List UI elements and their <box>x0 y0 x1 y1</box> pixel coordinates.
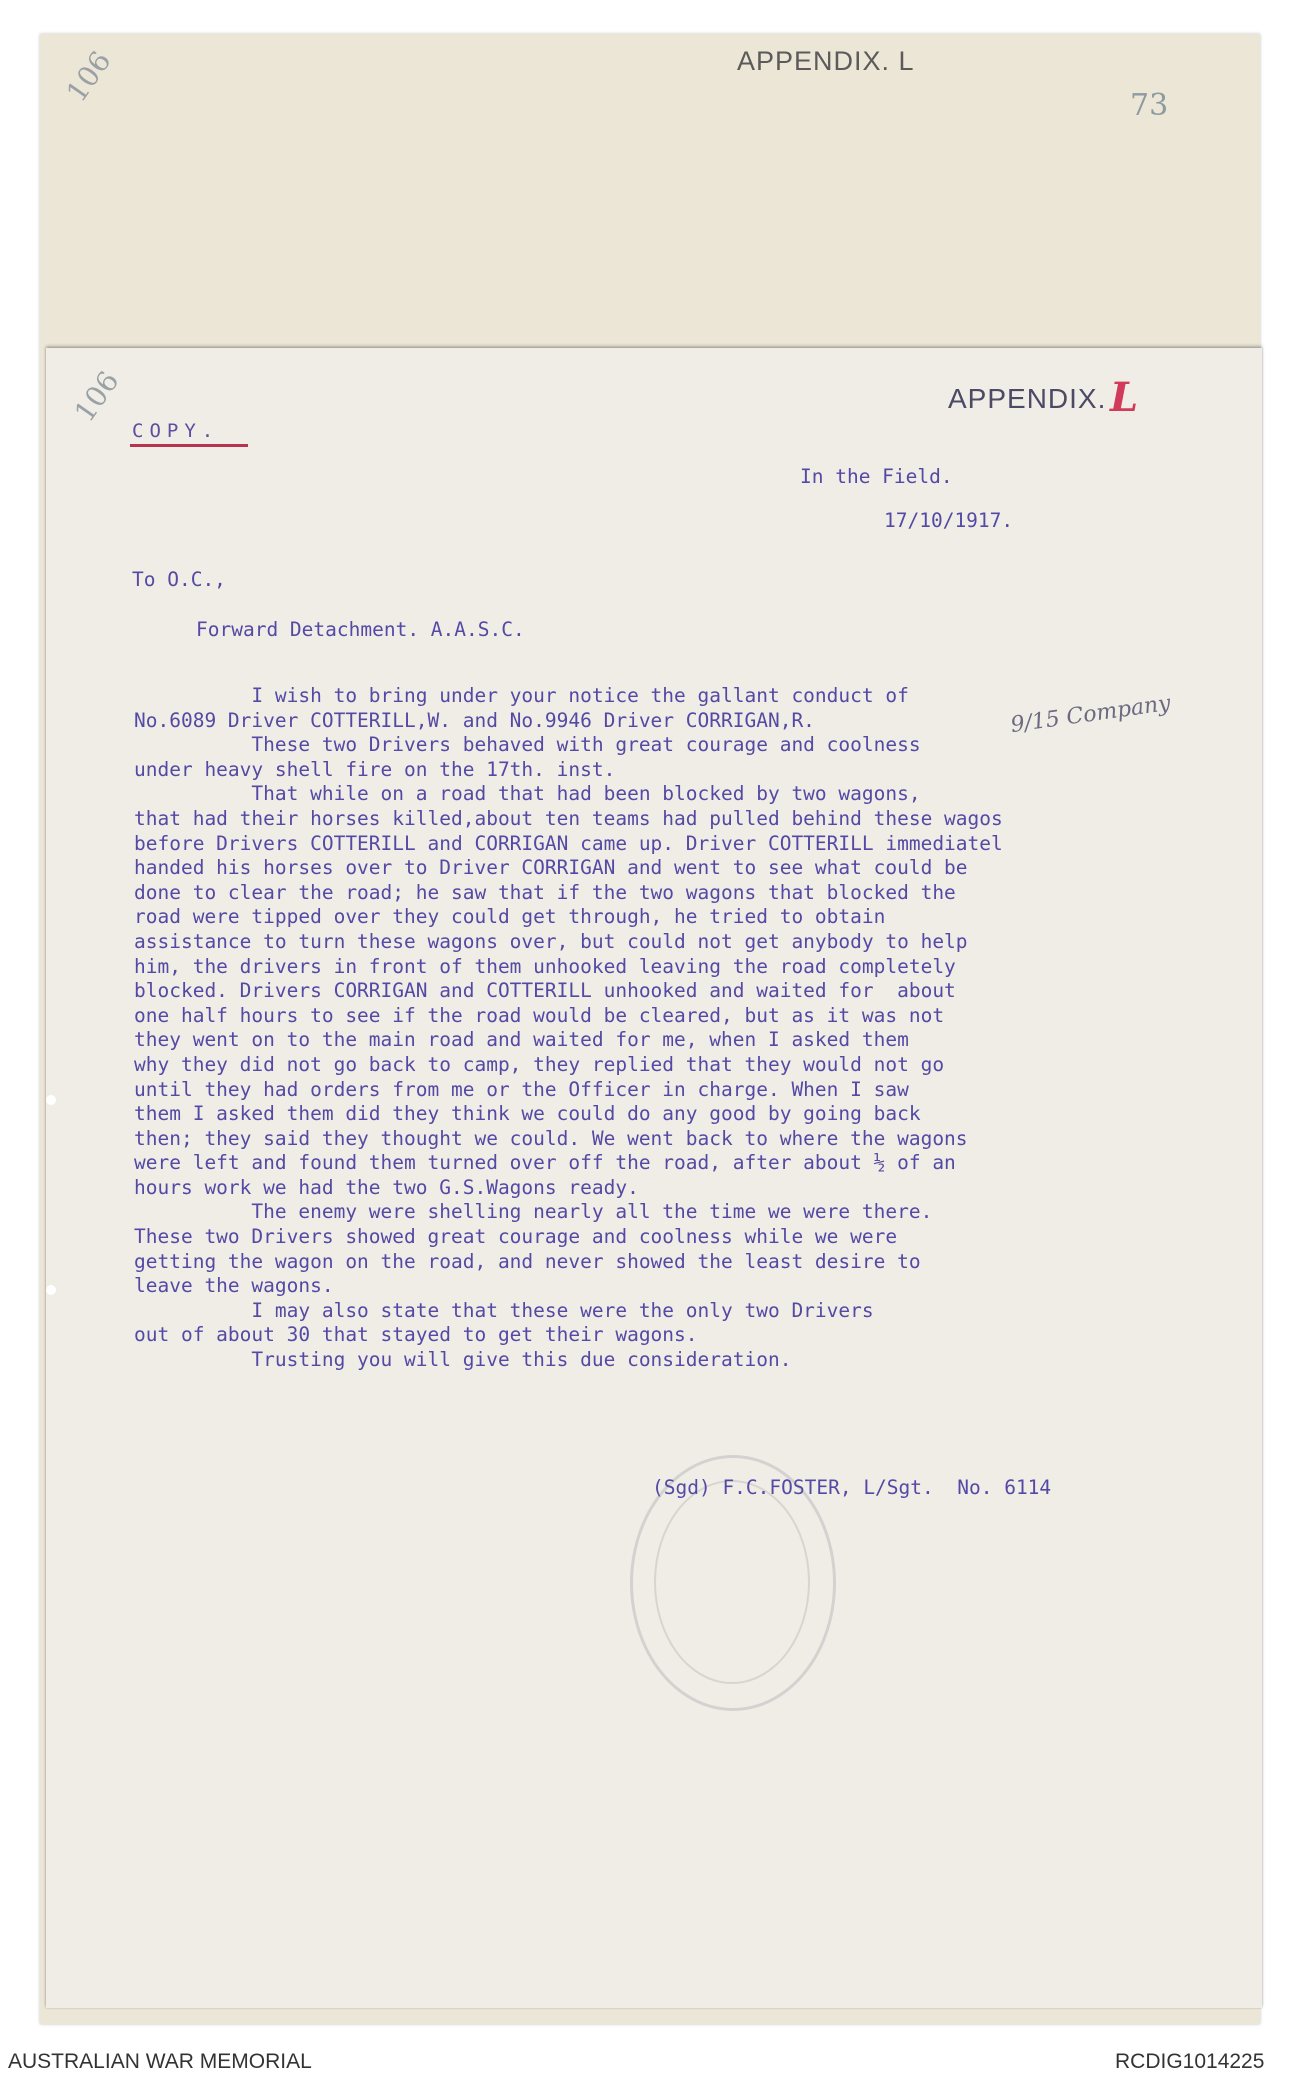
body-line: out of about 30 that stayed to get their wagons. <box>134 1323 698 1347</box>
body-line: they went on to the main road and waited for me, when I asked them <box>134 1028 909 1052</box>
body-line: getting the wagon on the road, and never showed the least desire to <box>134 1249 921 1273</box>
back-appendix-label: APPENDIX. L <box>737 46 915 76</box>
body-line: done to clear the road; he saw that if the two wagons that blocked the <box>134 880 956 904</box>
body-line: handed his horses over to Driver CORRIGAN and went to see what could be <box>134 856 968 880</box>
punch-hole <box>46 1285 56 1295</box>
body-line: him, the drivers in front of them unhooked leaving the road completely <box>134 954 956 978</box>
front-folio-stamp: 106 <box>67 365 126 428</box>
body-line: them I asked them did they think we could do any good by going back <box>134 1102 921 1126</box>
back-page-number: 73 <box>1130 88 1169 123</box>
body-line: why they did not go back to camp, they replied that they would not go <box>134 1052 945 1076</box>
body-line: Trusting you will give this due consideration. <box>134 1348 792 1372</box>
footer-institution: AUSTRALIAN WAR MEMORIAL <box>8 2050 312 2073</box>
front-appendix-label: APPENDIX. <box>948 383 1107 414</box>
back-folio-stamp: 106 <box>59 45 118 108</box>
body-line: one half hours to see if the road would be cleared, but as it was not <box>134 1003 945 1027</box>
body-line: hours work we had the two G.S.Wagons ready. <box>134 1175 639 1199</box>
body-line: These two Drivers showed great courage and coolness while we were <box>134 1225 898 1249</box>
body-line: that had their horses killed,about ten teams had pulled behind these wagos <box>134 806 1003 830</box>
body-line: assistance to turn these wagons over, but could not get anybody to help <box>134 929 968 953</box>
body-line: road were tipped over they could get through, he tried to obtain <box>134 905 886 929</box>
body-line: No.6089 Driver COTTERILL,W. and No.9946 Driver CORRIGAN,R. <box>134 708 815 732</box>
body-line: blocked. Drivers CORRIGAN and COTTERILL unhooked and waited for about <box>134 979 956 1003</box>
to-line: To O.C., <box>132 568 226 591</box>
unit-stamp-inner <box>654 1480 810 1684</box>
body-line: were left and found them turned over off the road, after about ½ of an <box>134 1151 956 1175</box>
body-line: until they had orders from me or the Officer in charge. When I saw <box>134 1077 909 1101</box>
letter-body <box>134 684 1254 1373</box>
body-line: before Drivers COTTERILL and CORRIGAN came up. Driver COTTERILL immediatel <box>134 831 1003 855</box>
body-line: I may also state that these were the only two Drivers <box>134 1298 874 1322</box>
body-line: These two Drivers behaved with great courage and coolness <box>134 733 921 757</box>
footer-record-id: RCDIG1014225 <box>1115 2050 1265 2073</box>
body-line: The enemy were shelling nearly all the time we were there. <box>134 1200 933 1224</box>
addressee-line: Forward Detachment. A.A.S.C. <box>196 618 525 641</box>
punch-hole <box>46 1095 56 1105</box>
body-line: then; they said they thought we could. We went back to where the wagons <box>134 1126 968 1150</box>
body-line: leave the wagons. <box>134 1274 334 1298</box>
location-line: In the Field. <box>800 465 953 488</box>
copy-underline <box>130 444 248 447</box>
appendix-handwritten-mark: L <box>1110 374 1139 421</box>
handwritten-note: 9/15 Company <box>1009 690 1173 739</box>
body-line: That while on a road that had been blocked by two wagons, <box>134 782 921 806</box>
copy-title: COPY. <box>132 420 220 442</box>
body-line: under heavy shell fire on the 17th. inst. <box>134 757 616 781</box>
signature-line: (Sgd) F.C.FOSTER, L/Sgt. No. 6114 <box>652 1476 1052 1499</box>
date-line: 17/10/1917. <box>884 509 1014 532</box>
body-line: I wish to bring under your notice the gallant conduct of <box>134 684 909 707</box>
